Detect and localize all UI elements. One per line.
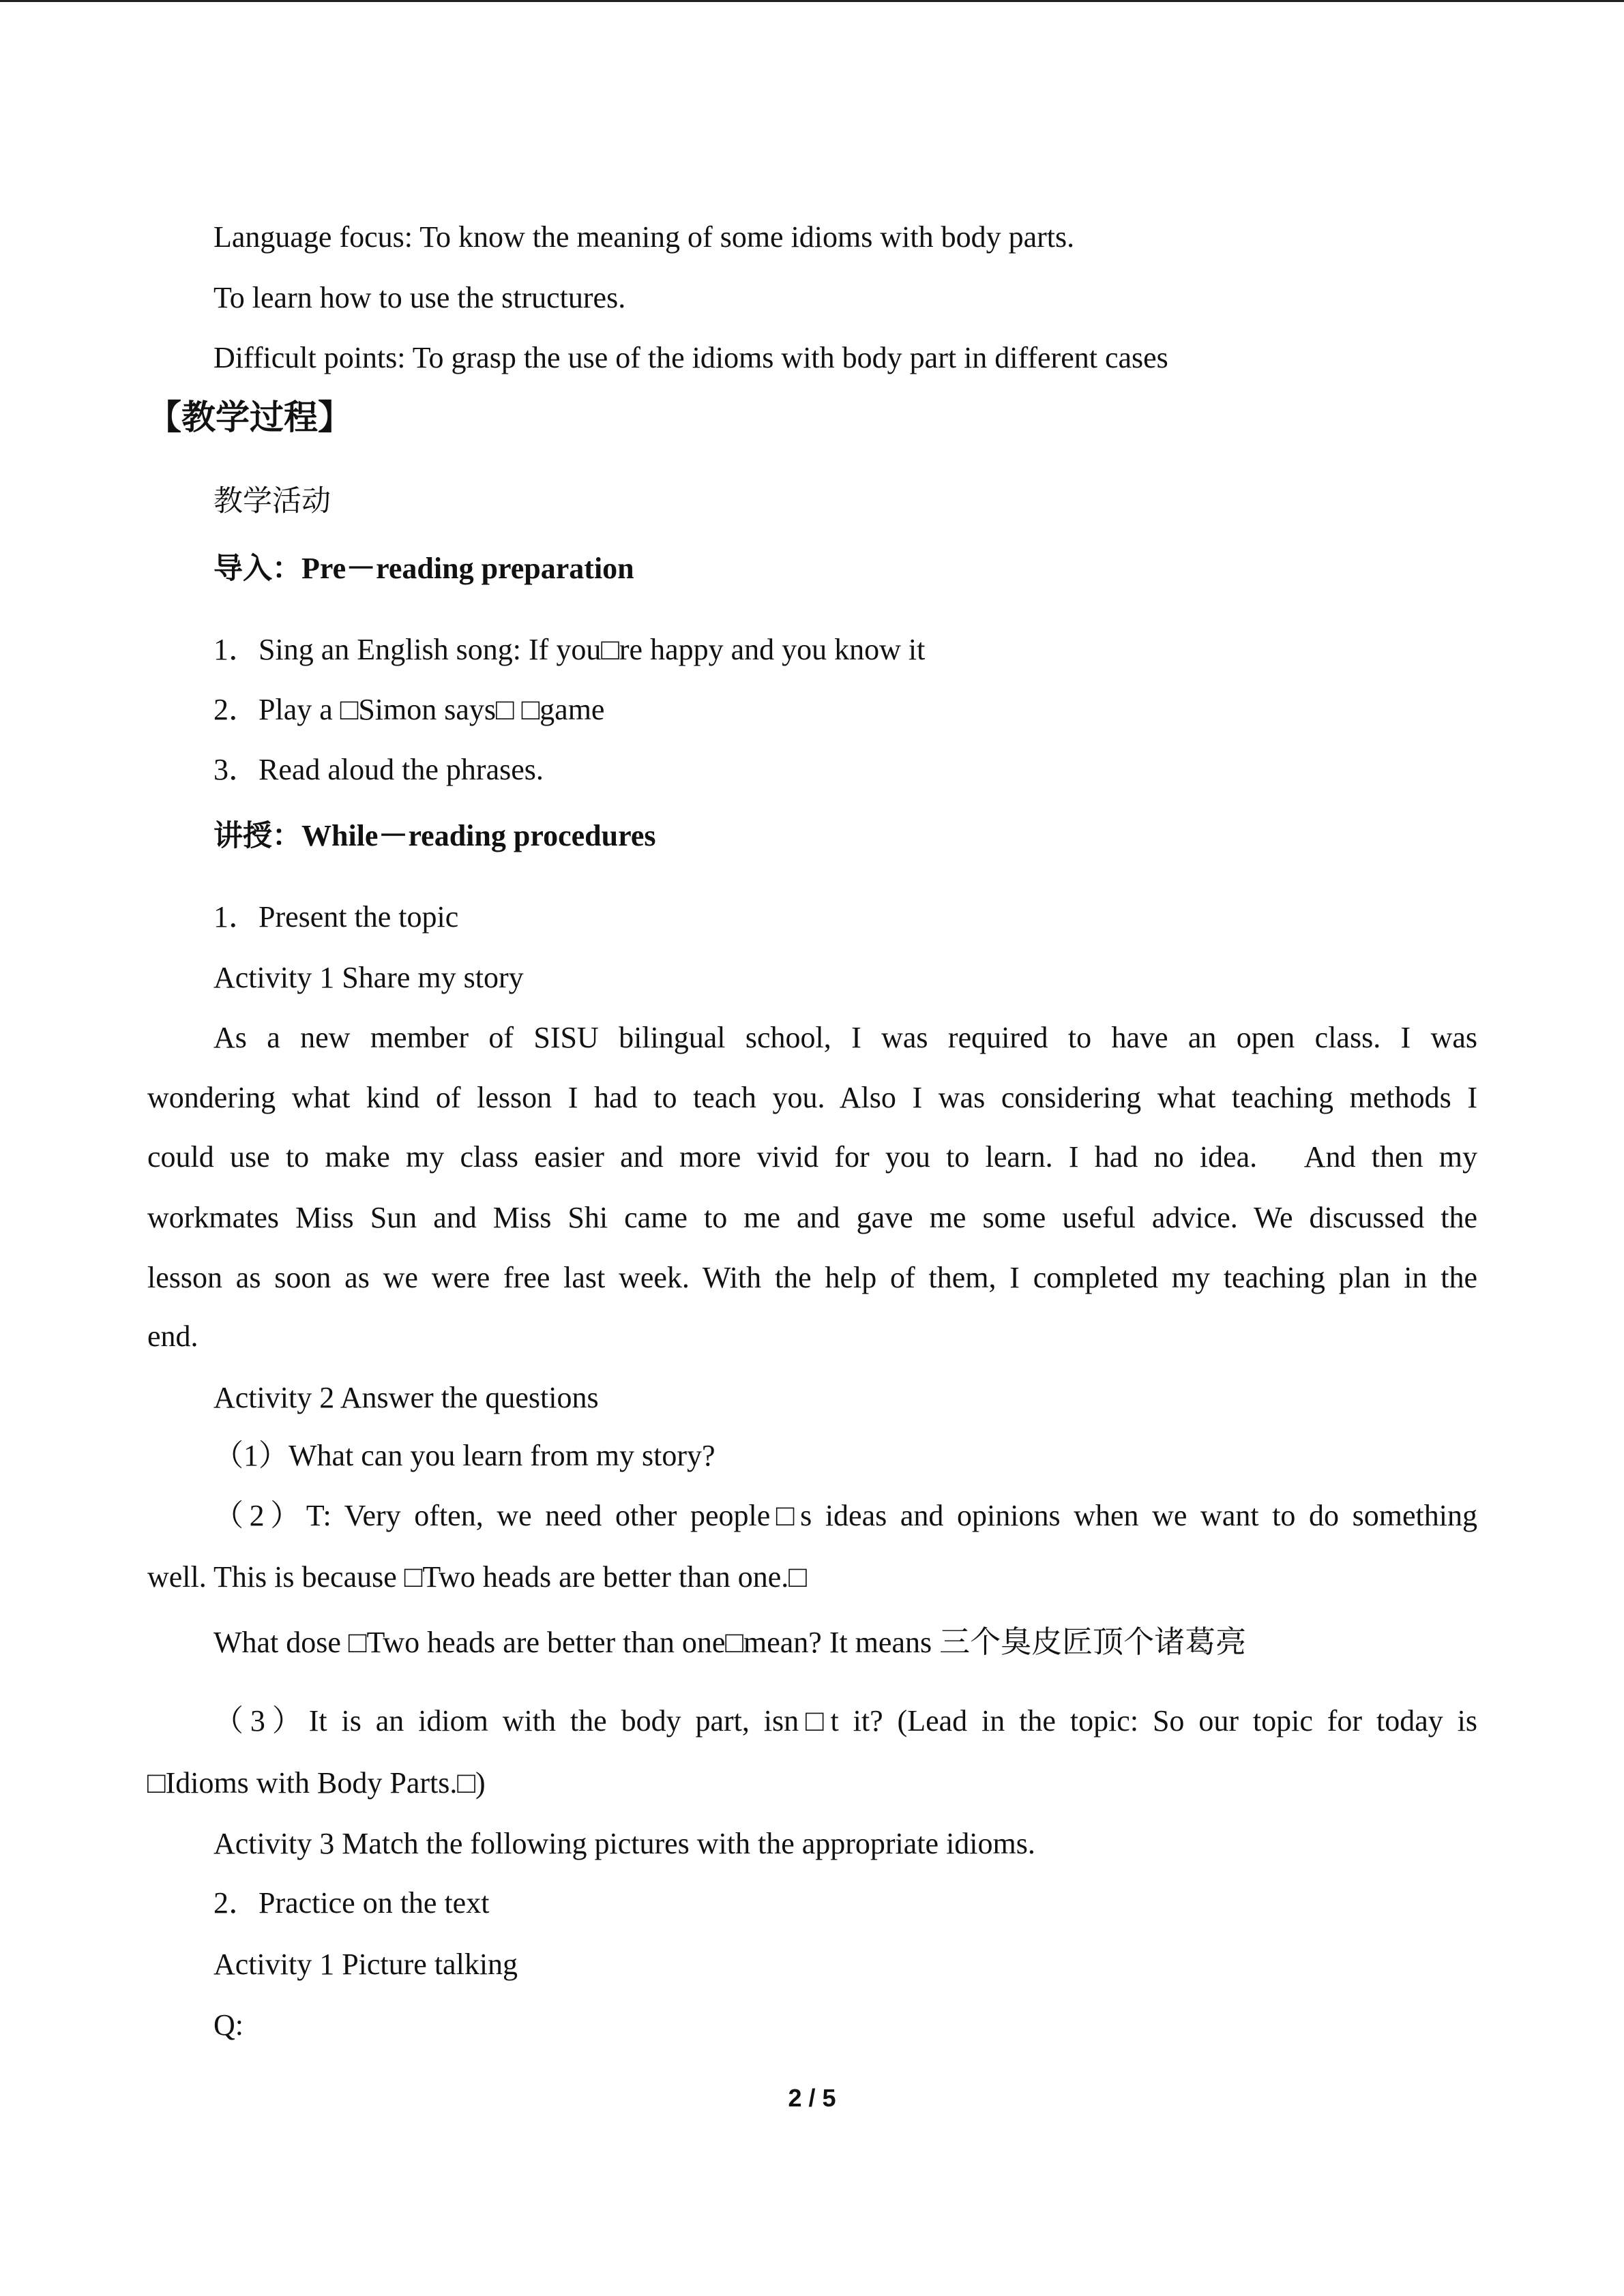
practice-text-line: 2．Practice on the text (213, 1886, 490, 1920)
while-reading-heading (213, 817, 655, 855)
lead-in-prefix: 导入： (213, 552, 301, 586)
page-number: 2 / 5 (788, 2084, 836, 2112)
while-reading-prefix: 讲授： (213, 819, 301, 853)
list-item-simon-says: 2．Play a □Simon says□ □game (213, 693, 605, 726)
meaning-question-text: What dose □Two heads are better than one□mean? It means (213, 1626, 940, 1659)
story-paragraph-line-6: end. (147, 1320, 198, 1353)
section-heading-teaching-process: 【教学过程】 (147, 398, 352, 437)
activity-2-heading: Activity 2 Answer the questions (213, 1381, 599, 1414)
difficult-points-line: Difficult points: To grasp the use of the idioms with body part in different cases (213, 341, 1168, 374)
chinese-idiom-translation: 三个臭皮匠顶个诸葛亮 (939, 1624, 1247, 1660)
present-topic-line: 1．Present the topic (213, 900, 459, 934)
question-3-line-1: （3）It is an idiom with the body part, isn□t it? (Lead in the topic: So our topic for today is (213, 1704, 1477, 1738)
while-reading-title: While－reading procedures (301, 819, 656, 852)
story-paragraph-line-3: could use to make my class easier and more vivid for you to learn. I had no idea. And then my (147, 1140, 1477, 1174)
question-1-line: （1）What can you learn from my story? (213, 1439, 715, 1472)
activity-3-heading: Activity 3 Match the following pictures with the appropriate idioms. (213, 1827, 1035, 1860)
story-paragraph-line-4: workmates Miss Sun and Miss Shi came to me and gave me some useful advice. We discussed the (147, 1201, 1477, 1234)
teaching-activity-label: 教学活动 (213, 484, 331, 518)
list-item-sing-song: 1．Sing an English song: If you□re happy and you know it (213, 633, 926, 666)
structures-line: To learn how to use the structures. (213, 281, 626, 314)
question-3-line-2: □Idioms with Body Parts.□) (147, 1766, 486, 1800)
lead-in-heading (213, 550, 634, 588)
activity-1-heading: Activity 1 Share my story (213, 961, 524, 994)
list-item-read-phrases: 3．Read aloud the phrases. (213, 753, 544, 786)
lead-in-title: Pre－reading preparation (301, 552, 634, 585)
language-focus-line: Language focus: To know the meaning of some idioms with body parts. (213, 220, 1075, 254)
picture-talking-heading: Activity 1 Picture talking (213, 1948, 518, 1981)
story-paragraph-line-1: As a new member of SISU bilingual school, I was required to have an open class. I was (213, 1021, 1477, 1054)
meaning-question-line (213, 1623, 1246, 1662)
question-q-label: Q: (213, 2008, 243, 2042)
question-2-line-2: well. This is because □Two heads are better than one.□ (147, 1560, 807, 1594)
question-2-line-1: （2）T: Very often, we need other people□s ideas and opinions when we want to do something (213, 1499, 1477, 1532)
story-paragraph-line-2: wondering what kind of lesson I had to teach you. Also I was considering what teaching methods I (147, 1081, 1477, 1114)
story-paragraph-line-5: lesson as soon as we were free last week. With the help of them, I completed my teaching plan in the (147, 1261, 1477, 1294)
